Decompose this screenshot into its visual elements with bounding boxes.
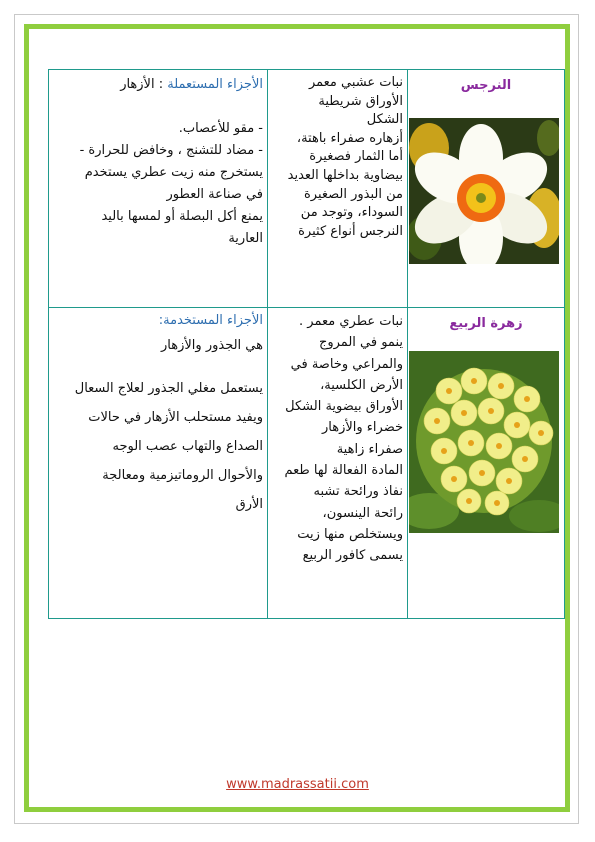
narcissus-description <box>271 74 403 241</box>
description-line: المادة الفعالة لها طعم <box>284 463 403 479</box>
primrose-photo <box>409 351 559 533</box>
website-link[interactable]: www.madrassatii.com <box>226 777 369 792</box>
description-line: رائحة الينسون، <box>322 505 403 521</box>
uses-line: يستخرج منه زيت عطري يستخدم <box>84 165 263 180</box>
description-line: ينمو في المروج <box>318 335 403 351</box>
description-line: الأرض الكلسية، <box>320 377 403 393</box>
uses-heading-line <box>53 311 263 331</box>
uses-heading-suffix: : الأزهار <box>120 77 168 92</box>
description-line: السوداء، وتوجد من <box>300 205 403 221</box>
description-line: والمراعي وخاصة في <box>290 356 403 372</box>
narcissus-uses <box>53 74 263 250</box>
uses-heading: الأجزاء المستخدمة: <box>158 313 263 328</box>
column-divider <box>407 70 408 618</box>
uses-line: في صناعة العطور <box>166 187 263 202</box>
row-divider <box>49 307 564 308</box>
description-line: الشكل <box>366 112 403 128</box>
uses-line: الصداع والتهاب عصب الوجه <box>112 439 263 454</box>
description-line: أما الثمار فصغيرة <box>309 149 403 165</box>
uses-line: يمنع أكل البصلة أو لمسها باليد <box>101 209 263 224</box>
uses-line: الأرق <box>235 497 263 512</box>
description-line: نفاذ ورائحة تشبه <box>313 484 403 500</box>
uses-heading: الأجزاء المستعملة <box>167 77 263 92</box>
description-line: الأوراق شريطية <box>318 93 403 109</box>
uses-line: والأحوال الروماتيزمية ومعالجة <box>102 468 263 483</box>
description-line: ويستخلص منها زيت <box>297 526 403 542</box>
description-line: صفراء زاهية <box>336 441 403 457</box>
description-line: النرجس أنواع كثيرة <box>298 223 403 239</box>
description-line: خضراء والأزهار <box>321 420 403 436</box>
narcissus-photo <box>409 118 559 264</box>
description-line: نبات عشبي معمر <box>308 75 403 90</box>
description-line: أزهاره صفراء باهتة، <box>296 130 403 146</box>
plants-table <box>48 69 565 619</box>
primrose-uses <box>53 311 263 519</box>
plant-name-primrose: زهرة الربيع <box>449 316 523 331</box>
uses-line: يستعمل مغلي الجذور لعلاج السعال <box>74 381 263 396</box>
plant-name-narcissus: النرجس <box>460 78 512 93</box>
primrose-description <box>271 311 403 567</box>
description-line: يسمى كافور الربيع <box>302 548 403 564</box>
uses-heading-line <box>53 74 263 96</box>
uses-line: العارية <box>228 231 263 246</box>
uses-line: - مضاد للتشنج ، وخافض للحرارة - <box>79 143 263 158</box>
uses-line: هي الجذور والأزهار <box>161 338 263 353</box>
uses-line: ويفيد مستحلب الأزهار في حالات <box>88 410 263 425</box>
description-line: نبات عطري معمر . <box>299 314 403 329</box>
uses-line: - مقو للأعصاب. <box>178 121 263 136</box>
description-line: من البذور الصغيرة <box>303 186 403 202</box>
description-line: بيضاوية بداخلها العديد <box>287 167 403 183</box>
column-divider <box>267 70 268 618</box>
description-line: الأوراق بيضوية الشكل <box>285 399 403 415</box>
